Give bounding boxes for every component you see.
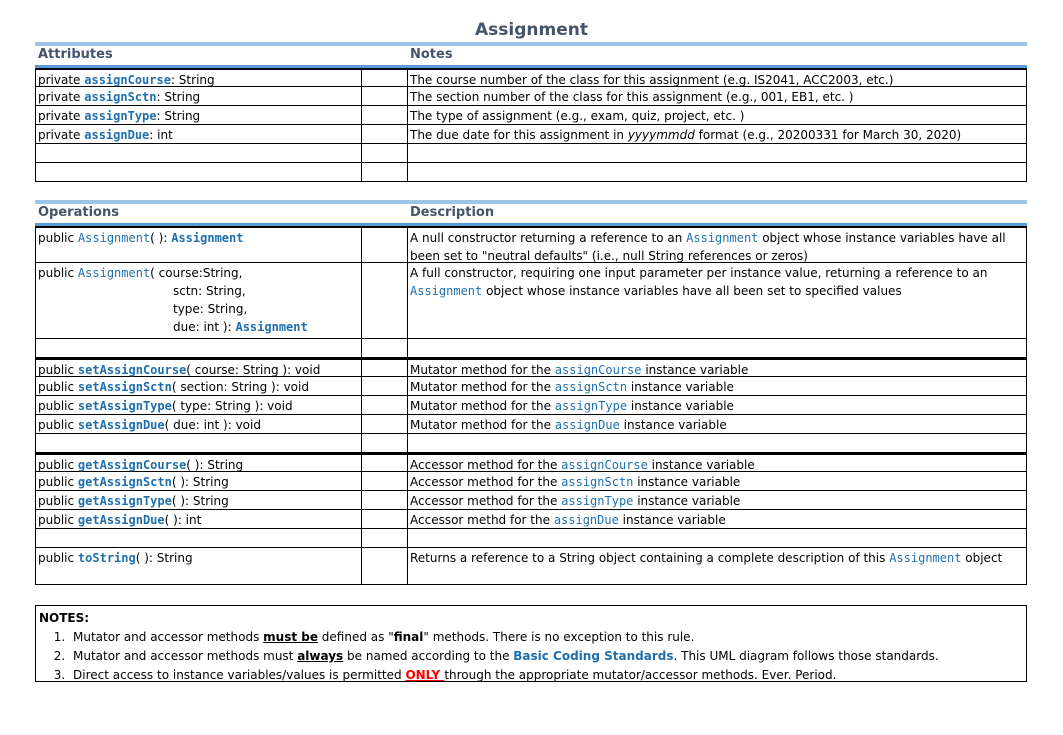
table-row — [35, 377, 1027, 396]
operation-description: A full constructor, requiring one input parameter per instance value, returning a reference to an Assignment object whose instance variables have all been set to specified values — [410, 266, 988, 298]
operation-name: Assignment — [77, 266, 151, 280]
empty-row — [35, 163, 1027, 182]
attribute-prefix: private — [38, 128, 85, 142]
table-row — [35, 68, 1027, 87]
empty-row — [35, 144, 1027, 163]
attribute-type: : int — [149, 128, 173, 142]
operation-cell: public Assignment( course:String, sctn: String, type: String, due: int ): Assignment — [36, 263, 362, 338]
operation-name: getAssignDue — [77, 513, 165, 527]
attribute-prefix: private — [38, 90, 85, 104]
operations-header — [35, 204, 1027, 226]
attribute-type: : String — [156, 109, 201, 123]
operation-name: setAssignSctn — [77, 380, 172, 394]
empty-row — [35, 339, 1027, 358]
list-item: 1. Mutator and accessor methods must be defined as "final" methods. There is no exception to this rule. — [69, 628, 1026, 647]
attribute-prefix: private — [38, 73, 85, 87]
table-row — [35, 358, 1027, 377]
attribute-name: assignSctn — [84, 90, 157, 104]
operation-description: Returns a reference to a String object containing a complete description of this Assignment object — [410, 551, 1003, 565]
operation-description: Accessor methd for the assignDue instance variable — [410, 513, 726, 527]
operation-name: Assignment — [77, 231, 151, 245]
operation-description: Accessor method for the assignType instance variable — [410, 494, 741, 508]
table-row — [35, 510, 1027, 529]
table-row — [35, 548, 1027, 585]
attribute-note: The course number of the class for this assignment (e.g. IS2041, ACC2003, etc.) — [410, 73, 894, 87]
operation-description: Accessor method for the assignSctn instance variable — [410, 475, 741, 489]
attribute-note: The section number of the class for this assignment (e.g., 001, EB1, etc. ) — [410, 90, 854, 104]
operation-name: setAssignType — [77, 399, 172, 413]
operation-cell: public getAssignDue( ): int — [36, 510, 362, 528]
table-row — [35, 87, 1027, 106]
operation-name: setAssignDue — [77, 418, 165, 432]
empty-row — [35, 529, 1027, 548]
notes-box — [35, 605, 1027, 682]
page-title: Assignment — [475, 20, 588, 40]
attribute-name: assignDue — [84, 128, 150, 142]
operation-description: Mutator method for the assignSctn instance variable — [410, 380, 734, 394]
operation-name: getAssignSctn — [77, 475, 172, 489]
list-item: 3. Direct access to instance variables/values is permitted ONLY through the appropriate mutator/accessor methods. Ever. Period. — [69, 666, 1026, 685]
notes-heading: NOTES: — [39, 611, 90, 625]
operation-name: setAssignCourse — [77, 363, 187, 377]
operation-description: Mutator method for the assignDue instance variable — [410, 418, 727, 432]
table-row — [35, 226, 1027, 263]
attribute-note: The type of assignment (e.g., exam, quiz, project, etc. ) — [410, 109, 745, 123]
table-row — [35, 106, 1027, 125]
operation-cell: public Assignment( ): Assignment — [36, 228, 362, 262]
attribute-prefix: private — [38, 109, 85, 123]
operations-section — [35, 200, 1027, 585]
notes-list — [39, 628, 1026, 685]
operation-description: A null constructor returning a reference to an Assignment object whose instance variables have all been set to "neutral defaults" (i.e., null String references or zeros) — [410, 231, 1006, 263]
notes-header-label: Notes — [410, 47, 453, 62]
operation-name: getAssignType — [77, 494, 172, 508]
attribute-cell — [36, 70, 362, 86]
attributes-header-label: Attributes — [38, 47, 113, 62]
operation-cell: public getAssignSctn( ): String — [36, 472, 362, 490]
operation-cell: public toString( ): String — [36, 548, 362, 584]
attribute-cell — [36, 125, 362, 143]
table-row — [35, 125, 1027, 144]
operation-description: Mutator method for the assignCourse instance variable — [410, 363, 749, 377]
attribute-cell — [36, 106, 362, 124]
table-row — [35, 472, 1027, 491]
operation-name: getAssignCourse — [77, 458, 187, 472]
table-row — [35, 415, 1027, 434]
operation-cell: public setAssignSctn( section: String ): void — [36, 377, 362, 395]
list-item: 2. Mutator and accessor methods must always be named according to the Basic Coding Standards. This UML diagram follows those standards. — [69, 647, 1026, 666]
attributes-header — [35, 46, 1027, 68]
description-header-label: Description — [410, 205, 495, 220]
attribute-type: : String — [156, 90, 201, 104]
attribute-note: The due date for this assignment in yyyymmdd format (e.g., 20200331 for March 30, 2020) — [410, 128, 962, 142]
operation-cell: public setAssignType( type: String ): void — [36, 396, 362, 414]
operation-cell: public setAssignCourse( course: String ): void — [36, 360, 362, 376]
attributes-section — [35, 42, 1027, 182]
attribute-name: assignType — [84, 109, 157, 123]
operation-cell: public getAssignType( ): String — [36, 491, 362, 509]
table-row — [35, 396, 1027, 415]
basic-coding-standards-link[interactable]: Basic Coding Standards — [513, 649, 674, 663]
operation-description: Mutator method for the assignType instance variable — [410, 399, 734, 413]
operation-cell: public setAssignDue( due: int ): void — [36, 415, 362, 433]
operations-header-label: Operations — [38, 205, 119, 220]
attribute-cell — [36, 87, 362, 105]
table-row — [35, 263, 1027, 339]
attribute-name: assignCourse — [84, 73, 171, 87]
operation-description: Accessor method for the assignCourse instance variable — [410, 458, 755, 472]
attribute-type: : String — [170, 73, 215, 87]
operation-name: toString — [77, 551, 136, 565]
table-row — [35, 453, 1027, 472]
operation-cell: public getAssignCourse( ): String — [36, 455, 362, 471]
empty-row — [35, 434, 1027, 453]
table-row — [35, 491, 1027, 510]
